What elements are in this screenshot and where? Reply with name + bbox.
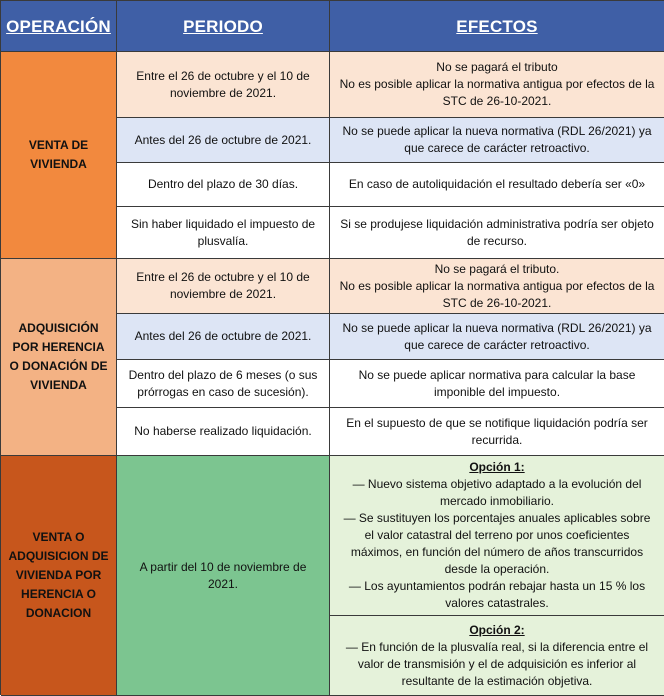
efectos-line: No se puede aplicar la nueva normativa (RDL 26/2021) ya que carece de carácter retroactivo. (342, 320, 652, 352)
efectos-line: No se puede aplicar normativa para calcular la base imponible del impuesto. (358, 367, 636, 399)
periodo-cell: Entre el 26 de octubre y el 10 de noviembre de 2021. (117, 259, 330, 314)
periodo-cell: Sin haber liquidado el impuesto de plusvalía. (117, 207, 330, 259)
efectos-line: No es posible aplicar la normativa antigua por efectos de la STC de 26-10-2021. (339, 278, 655, 310)
efectos-cell (330, 314, 664, 360)
header-operacion: OPERACIÓN (1, 1, 117, 52)
option-1-line: — Se sustituyen los porcentajes anuales aplicables sobre el valor catastral del terreno por unos coeficientes máximos, en función del número de años transcurridos desde la operación. (343, 511, 651, 576)
efectos-line: No es posible aplicar la normativa antigua por efectos de la STC de 26-10-2021. (339, 77, 655, 108)
efectos-line: En el supuesto de que se notifique liquidación podría ser recurrida. (346, 415, 648, 447)
efectos-cell (330, 360, 664, 408)
option-1-line: — Los ayuntamientos podrán rebajar hasta un 15 % los valores catastrales. (348, 579, 646, 610)
periodo-cell: Antes del 26 de octubre de 2021. (117, 118, 330, 163)
header-efectos: EFECTOS (330, 1, 664, 52)
option-1-cell (330, 456, 664, 616)
periodo-cell: Dentro del plazo de 6 meses (o sus prórrogas en caso de sucesión). (117, 360, 330, 408)
periodo-cell: Entre el 26 de octubre y el 10 de noviembre de 2021. (117, 52, 330, 118)
periodo-cell: A partir del 10 de noviembre de 2021. (117, 456, 330, 696)
operation-venta-vivienda: VENTA DE VIVIENDA (1, 52, 117, 259)
option-2-title: Opción 2: (469, 622, 525, 637)
periodo-cell: Dentro del plazo de 30 días. (117, 163, 330, 207)
efectos-line: Si se produjese liquidación administrativa podría ser objeto de recurso. (340, 216, 654, 248)
efectos-cell (330, 408, 664, 456)
option-1-line: — Nuevo sistema objetivo adaptado a la evolución del mercado inmobiliario. (352, 477, 642, 508)
option-1-title: Opción 1: (469, 460, 525, 474)
efectos-cell (330, 52, 664, 118)
efectos-cell (330, 259, 664, 314)
option-2-line: — En función de la plusvalía real, si la diferencia entre el valor de transmisión y el de adquisición es inferior al resultante de la estimación objetiva. (345, 639, 649, 688)
efectos-cell (330, 207, 664, 259)
option-2-cell (330, 616, 664, 696)
periodo-cell: Antes del 26 de octubre de 2021. (117, 314, 330, 360)
header-periodo: PERIODO (117, 1, 330, 52)
efectos-line: No se pagará el tributo. (434, 261, 560, 276)
efectos-cell (330, 118, 664, 163)
operation-venta-adquisicion: VENTA O ADQUISICION DE VIVIENDA POR HERENCIA O DONACION (1, 456, 117, 696)
efectos-line: No se puede aplicar la nueva normativa (RDL 26/2021) ya que carece de carácter retroactivo. (342, 124, 652, 155)
operation-adquisicion-herencia: ADQUISICIÓN POR HERENCIA O DONACIÓN DE VIVIENDA (1, 259, 117, 456)
periodo-cell: No haberse realizado liquidación. (117, 408, 330, 456)
efectos-line: No se pagará el tributo (436, 60, 558, 74)
efectos-cell (330, 163, 664, 207)
efectos-line: En caso de autoliquidación el resultado debería ser «0» (348, 177, 646, 191)
